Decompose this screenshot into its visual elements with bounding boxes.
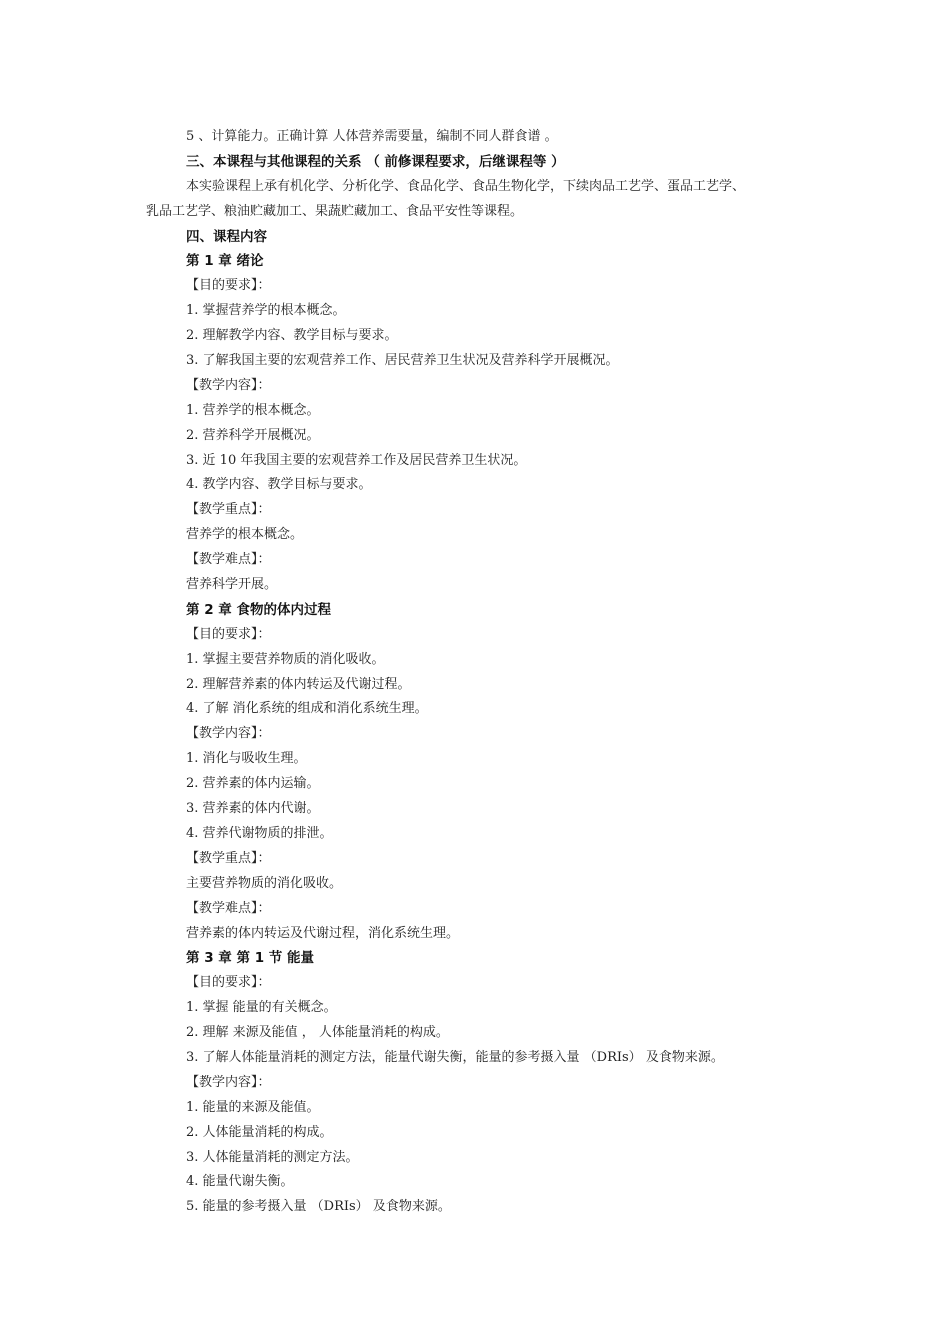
text-line: 1. 掌握主要营养物质的消化吸收。 (186, 651, 385, 667)
text-line: 主要营养物质的消化吸收。 (186, 875, 343, 891)
text-line: 【教学内容】： (186, 726, 271, 742)
text-line: 【目的要求】： (186, 626, 271, 642)
text-line: 【教学重点】： (186, 850, 271, 866)
text-line: 【教学难点】： (186, 552, 271, 568)
text-line: 5 、计算能力。正确计算 人体营养需要量，编制不同人群食谱 。 (186, 129, 558, 144)
text-line: 1. 能量的来源及能值。 (186, 1099, 320, 1115)
section-heading: 第 1 章 绪论 (186, 253, 264, 270)
text-line: 乳品工艺学、粮油贮藏加工、果蔬贮藏加工、食品平安性等课程。 (146, 203, 524, 219)
text-line: 2. 营养科学开展概况。 (186, 427, 320, 443)
section-heading: 第 3 章 第 1 节 能量 (186, 950, 314, 967)
text-line: 营养科学开展。 (186, 577, 278, 593)
text-line: 1. 掌握营养学的根本概念。 (186, 303, 346, 319)
text-line: 营养学的根本概念。 (186, 527, 304, 543)
text-line: 3. 了解我国主要的宏观营养工作、居民营养卫生状况及营养科学开展概况。 (186, 353, 619, 369)
text-line: 【教学重点】： (186, 502, 271, 518)
text-line: 3. 人体能量消耗的测定方法。 (186, 1149, 359, 1165)
text-line: 营养素的体内转运及代谢过程，消化系统生理。 (186, 925, 460, 941)
section-heading: 第 2 章 食物的体内过程 (186, 601, 331, 618)
text-line: 2. 理解营养素的体内转运及代谢过程。 (186, 676, 411, 692)
text-line: 2. 人体能量消耗的构成。 (186, 1124, 333, 1140)
text-line: 3. 了解人体能量消耗的测定方法，能量代谢失衡，能量的参考摄入量 （DRIs） 及食物来源。 (186, 1049, 724, 1065)
text-line: 4. 教学内容、教学目标与要求。 (186, 477, 372, 493)
text-line: 【教学难点】： (186, 900, 271, 916)
section-heading: 三、本课程与其他课程的关系 （ 前修课程要求，后继课程等 ） (186, 153, 565, 170)
text-line: 本实验课程上承有机化学、分析化学、食品化学、食品生物化学，下续肉品工艺学、蛋品工艺学、 (186, 178, 746, 194)
text-line: 4. 能量代谢失衡。 (186, 1174, 294, 1190)
text-line: 4. 了解 消化系统的组成和消化系统生理。 (186, 701, 428, 717)
text-line: 【教学内容】： (186, 377, 271, 393)
text-line: 5. 能量的参考摄入量 （DRIs） 及食物来源。 (186, 1199, 451, 1215)
text-line: 2. 理解教学内容、教学目标与要求。 (186, 328, 398, 344)
text-line: 1. 掌握 能量的有关概念。 (186, 1000, 337, 1016)
text-line: 【教学内容】： (186, 1074, 271, 1090)
text-line: 1. 消化与吸收生理。 (186, 751, 307, 767)
text-line: 1. 营养学的根本概念。 (186, 402, 320, 418)
text-line: 3. 近 10 年我国主要的宏观营养工作及居民营养卫生状况。 (186, 452, 527, 468)
text-line: 【目的要求】： (186, 975, 271, 991)
section-heading: 四、课程内容 (186, 228, 267, 245)
text-line: 2. 理解 来源及能值 ， 人体能量消耗的构成。 (186, 1025, 449, 1041)
text-line: 3. 营养素的体内代谢。 (186, 801, 320, 817)
document-page (0, 125, 950, 1220)
text-line: 2. 营养素的体内运输。 (186, 776, 320, 792)
text-line: 【目的要求】： (186, 278, 271, 294)
text-line: 4. 营养代谢物质的排泄。 (186, 825, 333, 841)
